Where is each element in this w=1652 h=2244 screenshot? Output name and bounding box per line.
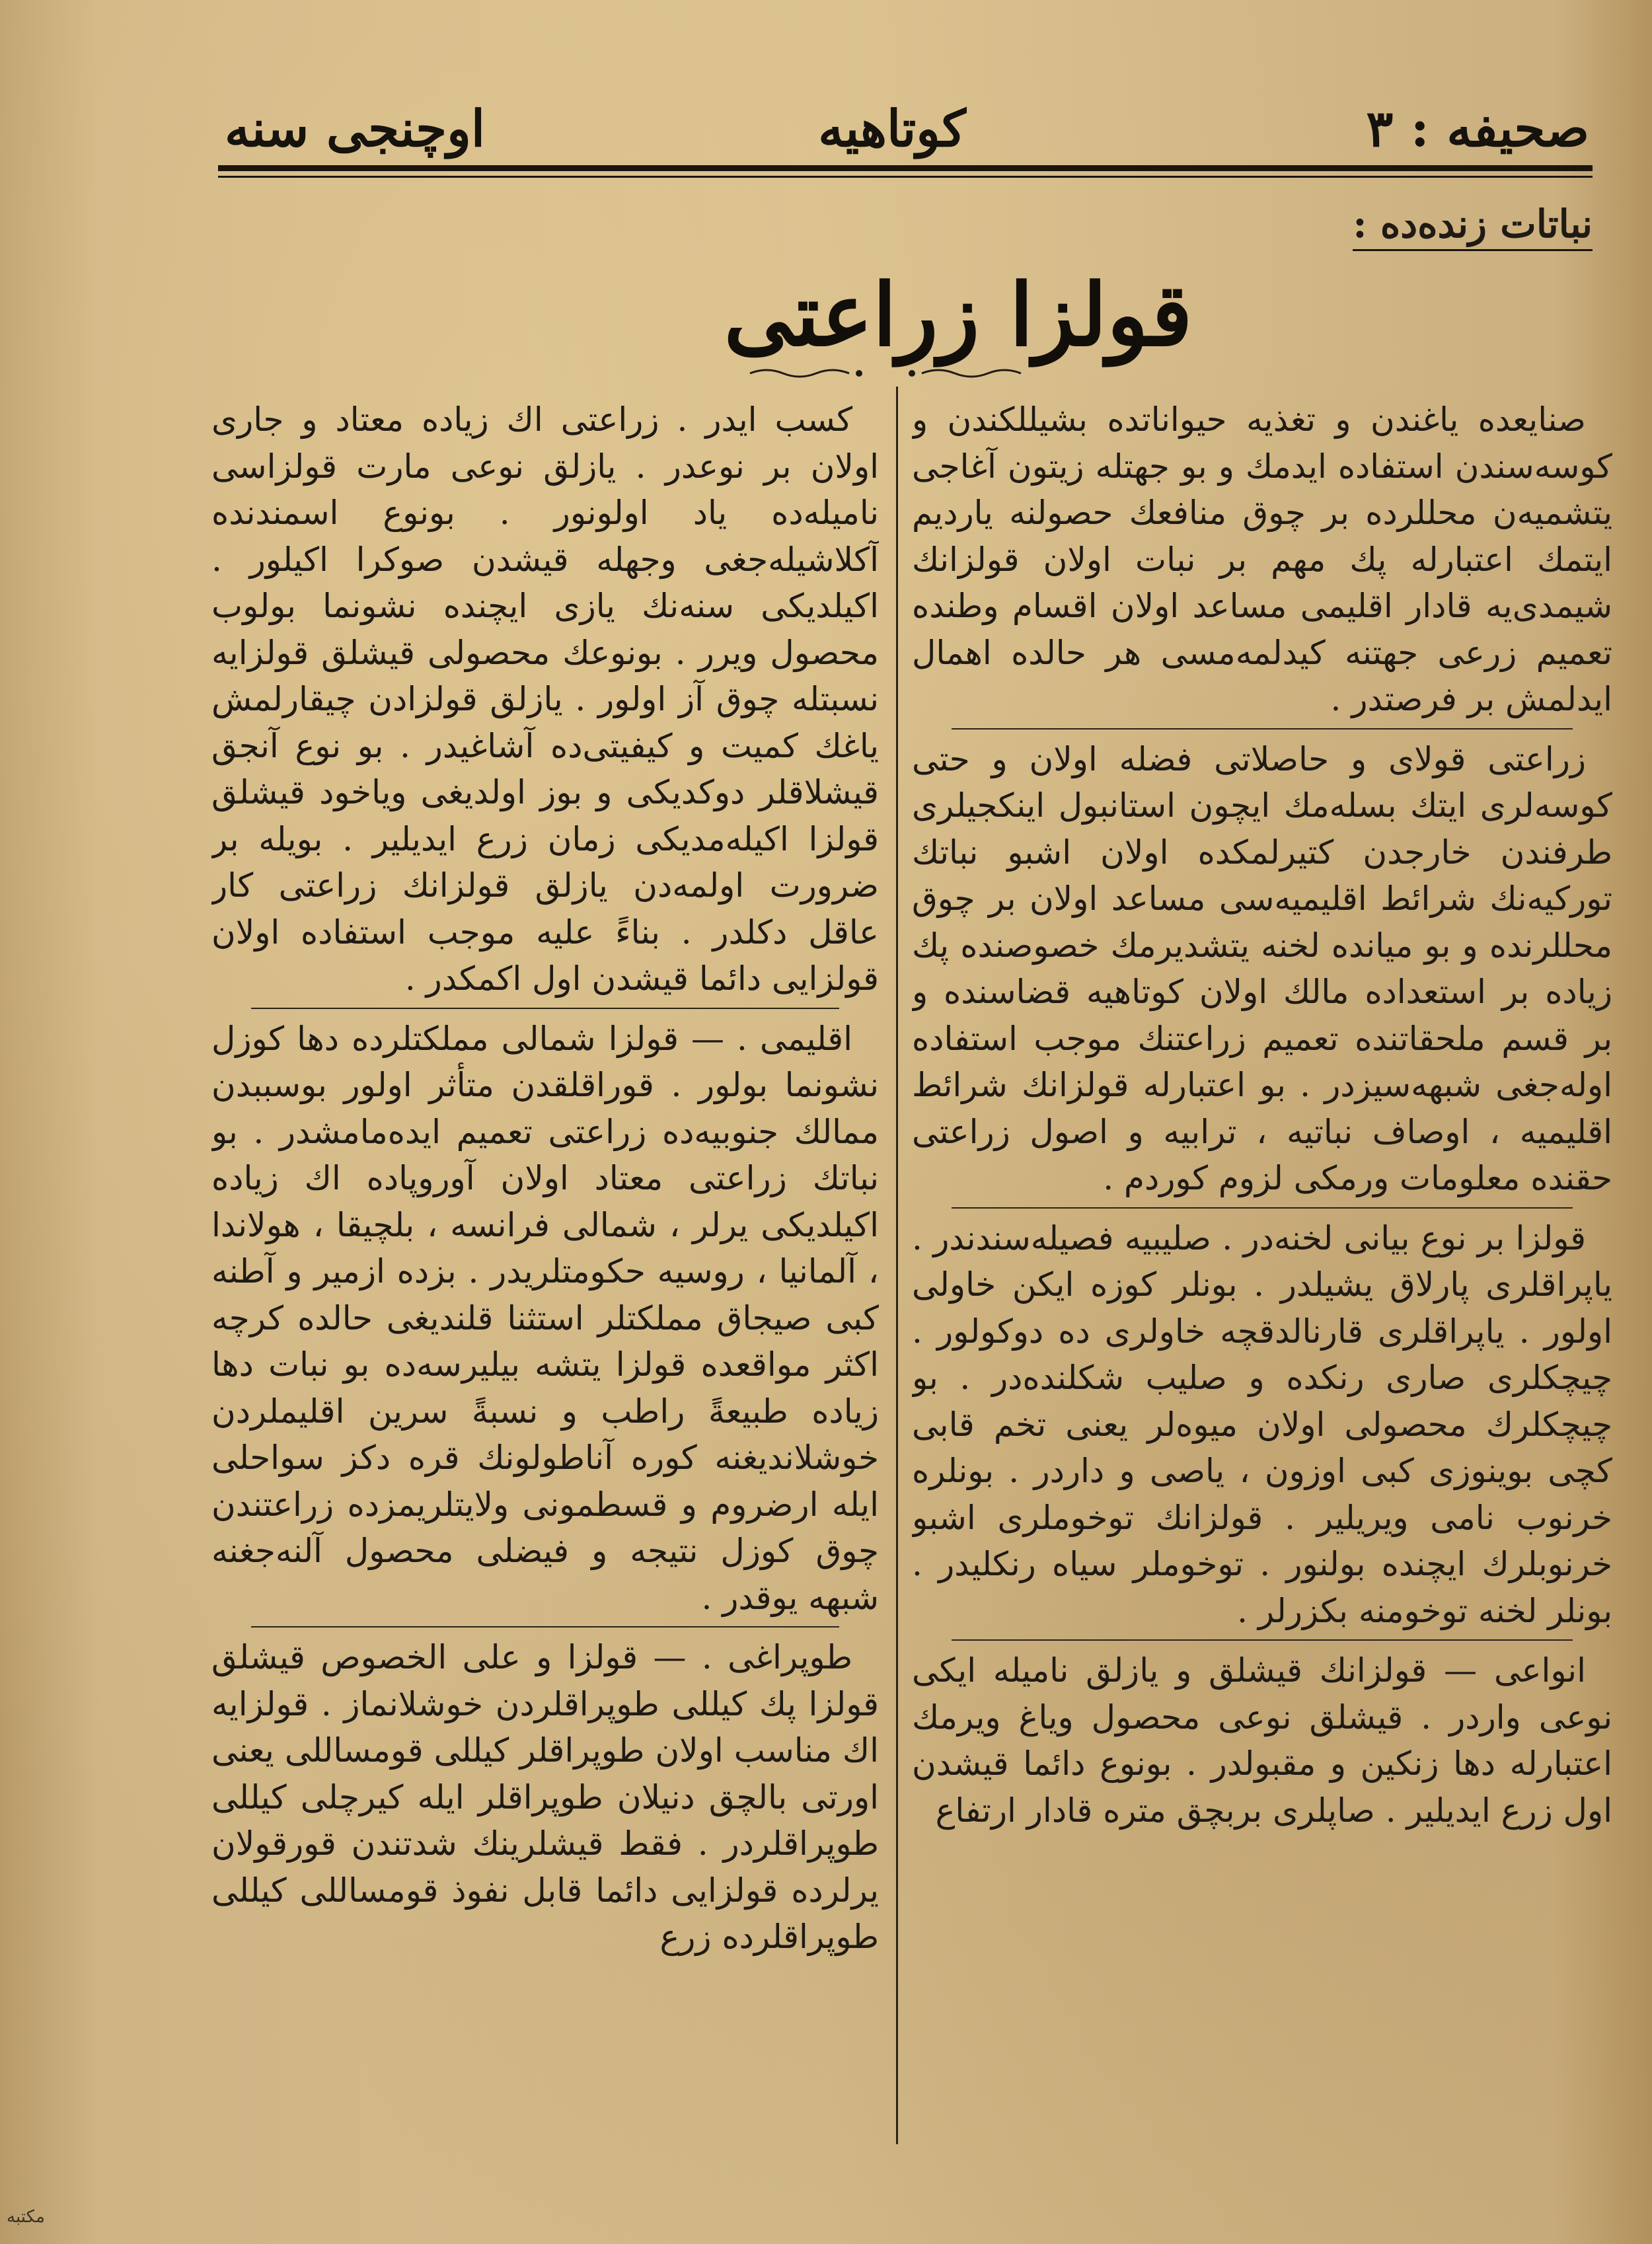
article-title: قولزا زراعتى <box>724 264 1193 365</box>
section-label: نباتات زنده‌ده : <box>1353 202 1593 251</box>
paragraph: صنايعده ياغندن و تغذيه حيواناتده بشيللكندن و كوسه‌سندن استفاده ايدمك و بو جهتله زيتون آغاجى يتشميه‌ن محللرده بر چوق منافعك حصولنه ياردیم ايتمك اعتبارله پك مهم بر نبات اولان قولزانك شيمدى‌يه قادار اقليمى مساعد اولان اقسام وطنده تعميم زرعى جهتنه كيدلمه‌مسى هر حالده اهمال ايدلمش بر فرصتدر . <box>912 400 1612 718</box>
header-rule-thin <box>218 176 1593 178</box>
page-header <box>0 0 1652 198</box>
paragraph-separator <box>251 1008 839 1009</box>
paragraph-separator <box>952 1207 1573 1209</box>
article-column-right <box>912 396 1612 2227</box>
paragraph: زراعتى قولاى و حاصلاتى فضله اولان و حتى كوسه‌لرى ايتك بسله‌مك ايچون استانبول اينكجيلرى طرفندن خارجدن كتيرلمكده اولان اشبو نباتك توركيه‌نك شرائط اقليميه‌سى مساعد اولان بر چوق محللرنده و بو ميانده لخنه يتشديرمك خصوصنده پك زياده بر استعداده مالك اولان كوتاهيه قضاسنده و بر قسم ملحقاتنده تعميم زراعتنك موجب استفاده اوله‌جغى شبهه‌سيزدر . بو اعتبارله قولزانك شرائط اقليميه ، اوصاف نباتيه ، ترابيه و اصول زراعتى حقنده معلومات ورمكى لزوم كوردم . <box>912 739 1612 1197</box>
title-ornament-right-icon <box>905 367 1024 380</box>
paragraph-separator <box>952 728 1573 729</box>
header-rule-thick <box>218 165 1593 171</box>
newspaper-name: كوتاهيه <box>818 99 966 158</box>
paragraph: طوپراغى . — قولزا و على الخصوص قيشلق قولزا پك كيللى طوپراقلردن خوشلانماز . قولزايه اك مناسب اولان طوپراقلر كيللى قومساللى يعنى اورتى بالچق دنيلان طوپراقلر ايله كيرچلى كيللى طوپراقلردر . فقط قيشلرينك شدتندن قورقولان يرلرده قولزايى دائما قابل نفوذ قومساللى كيللى طوپراقلرده زرع <box>211 1638 879 1956</box>
library-stamp: ﻣﻜﺘﺒﻪ <box>7 2207 45 2227</box>
paragraph: اقليمى . — قولزا شمالى مملكتلرده دها كوزل نشونما بولور . قوراقلقدن متأثر اولور بوسببدن ممالك جنوبيه‌ده زراعتى تعميم ايده‌مامشدر . بو نباتك زراعتى معتاد اولان آوروپاده اك زياده اكيلديكى يرلر ، شمالى فرانسه ، بلچيقا ، هولاندا ، آلمانيا ، روسيه حكومتلريدر . بزده ازمير و آطنه كبى صيجاق مملكتلر استثنا قلنديغى حالده كرچه اكثر مواقعده قولزا يتشه بيليرسه‌ده بو نبات دها زياده طبيعةً راطب و نسبةً سرين اقليملردن خوشلانديغنه كوره آناطولونك قره دكز سواحلى ايله ارضروم و قسطمونى ولايتلريمزده زراعتندن چوق كوزل نتيجه و فيضلى محصول آلنه‌جغنه شبهه يوقدر . <box>211 1019 879 1617</box>
paragraph: قولزا بر نوع بيانى لخنه‌در . صليبيه فصيله‌سندندر . ياپراقلرى پارلاق يشيلدر . بونلر كوزه ايكن خاولى اولور . ياپراقلرى قارنالدقچه خاولرى ده دوكولور . چيچكلرى صارى رنكده و صليب شكلنده‌در . بو چيچكلرك محصولى اولان ميوه‌لر يعنى تخم قابى كچى بوينوزى كبى اوزون ، ياصى و داردر . بونلره خرنوب نامى ويريلير . قولزانك توخوملرى اشبو خرنوبلرك ايچنده بولنور . توخوملر سياه رنكلیدر . بونلر لخنه توخومنه بكزرلر . <box>912 1218 1612 1630</box>
page-number: صحيفه : ٣ <box>1366 99 1589 158</box>
paragraph-separator <box>952 1639 1573 1641</box>
paragraph: كسب ايدر . زراعتى اك زياده معتاد و جارى اولان بر نوعدر . يازلق نوعى مارت قولزاسى ناميله‌ده ياد اولونور . بونوع اسمندنده آكلاشيله‌جغى وجهله قيشدن صوكرا اكيلور . اكيلديكى سنه‌نك يازى ايچنده نشونما بولوب محصول ويرر . بونوعك محصولى قيشلق قولزايه نسبتله چوق آز اولور . يازلق قولزادن چيقارلمش ياغك كميت و كيفيتى‌ده آشاغيدر . بو نوع آنجق قيشلاقلر دوكديكى و بوز اولديغى وياخود قيشلق قولزا اكيله‌مديكى زمان زرع ايديلير . بويله بر ضرورت اولمه‌دن يازلق قولزانك زراعتى كار عاقل دكلدر . بناءً عليه موجب استفاده اولان قولزايى دائما قيشدن اول اكمكدر . <box>211 400 879 998</box>
year-label: اوچنجى سنه <box>225 99 485 158</box>
title-ornament-left-icon <box>747 367 866 380</box>
paragraph-separator <box>251 1626 839 1627</box>
column-divider <box>896 387 898 2144</box>
article-column-left <box>211 396 879 2227</box>
paragraph: انواعى — قولزانك قيشلق و يازلق ناميله ايكى نوعى واردر . قيشلق نوعى محصول وياغ ويرمك اعتبارله دها زنكين و مقبولدر . بونوع دائما قيشدن اول زرع ايديلير . صاپلرى بربچق متره قادار ارتفاع <box>912 1651 1612 1830</box>
